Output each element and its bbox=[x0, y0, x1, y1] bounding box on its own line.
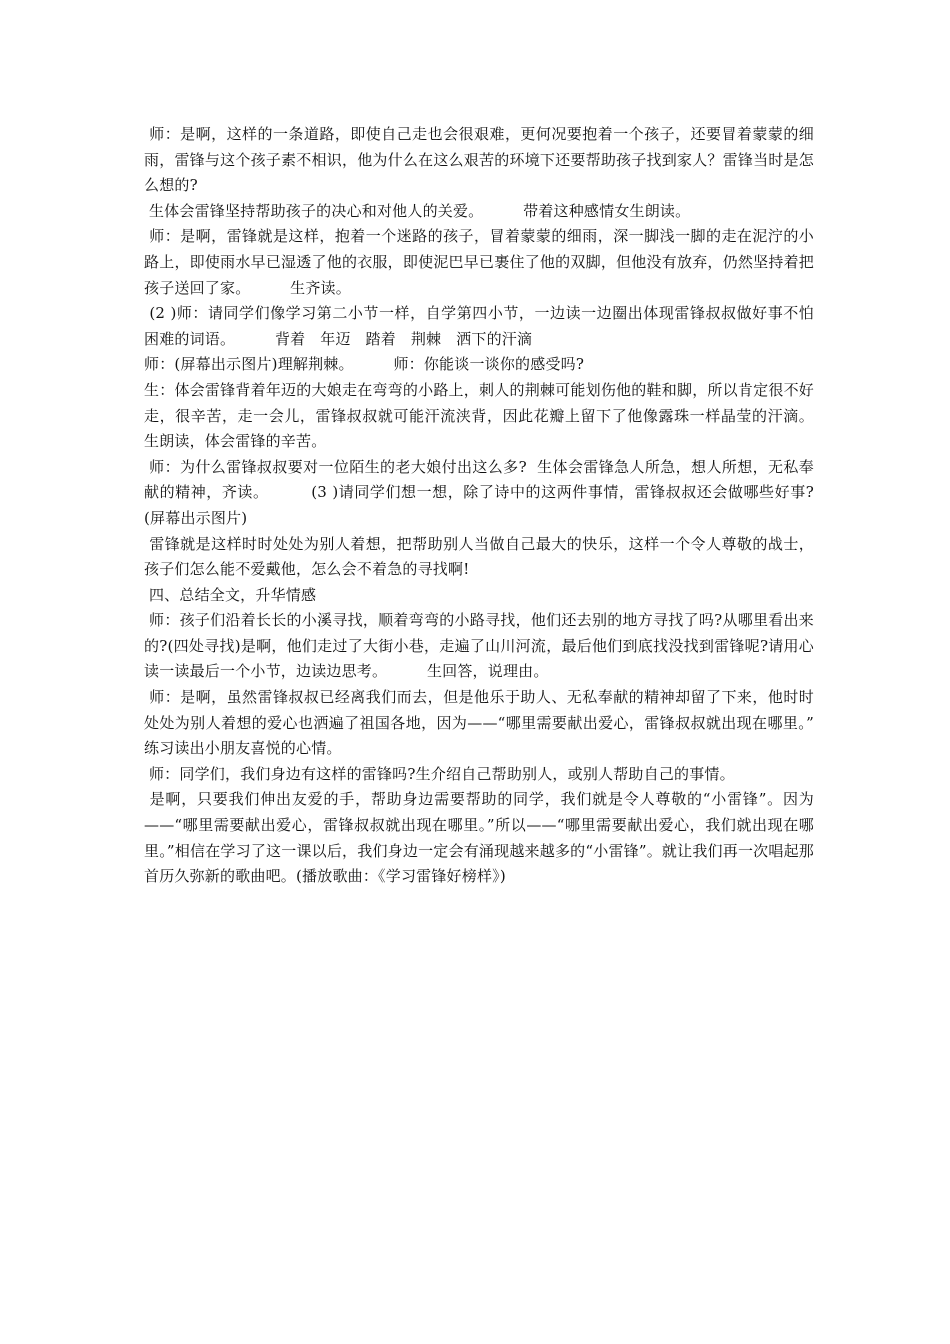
paragraph-spirit-remains: 师：是啊，虽然雷锋叔叔已经离我们而去，但是他乐于助人、无私奉献的精神却留了下来，他时时处处为别人着想的爱心也洒遍了祖国各地，因为——“哪里需要献出爱心，雷锋叔叔就出现在哪里。” 练习读出小朋友喜悦的心情。 bbox=[144, 688, 854, 758]
paragraph-lei-feng-around-us: 师：同学们，我们身边有这样的雷锋吗?生介绍自己帮助别人，或别人帮助自己的事情。 bbox=[144, 764, 735, 783]
paragraph-lei-feng-thinks-of-others: 雷锋就是这样时时处处为别人着想，把帮助别人当做自己最大的快乐，这样一个令人尊敬的战士，孩子们怎么能不爱戴他，怎么会不着急的寻找啊! bbox=[144, 534, 814, 579]
paragraph-understand-thorns: 师：(屏幕出示图片)理解荆棘。 师：你能谈一谈你的感受吗? bbox=[144, 355, 585, 374]
paragraph-why-help-stranger: 师：为什么雷锋叔叔要对一位陌生的老大娘付出这么多? 生体会雷锋急人所急，想人所想，无私奉献的精神，齐读。 (3 )请同学们想一想，除了诗中的这两件事情，雷锋叔叔还会做哪些好事?(屏幕出示图片) bbox=[144, 457, 815, 527]
paragraph-children-searching: 师：孩子们沿着长长的小溪寻找，顺着弯弯的小路寻找，他们还去别的地方寻找了吗?从哪里看出来的?(四处寻找)是啊，他们走过了大街小巷，走遍了山川河流，最后他们到底找没找到雷锋呢?请用心读一读最后一个小节，边读边思考。 生回答，说理由。 bbox=[144, 611, 814, 681]
paragraph-teacher-sent-child-home: 师：是啊，雷锋就是这样，抱着一个迷路的孩子，冒着蒙蒙的细雨，深一脚浅一脚的走在泥泞的小路上，即使雨水早已湿透了他的衣服，即使泥巴早已裹住了他的双脚，但他没有放弃，仍然坚持着把孩子送回了家。 生齐读。 bbox=[144, 227, 814, 297]
document-body bbox=[144, 122, 854, 890]
paragraph-teacher-difficult-road: 师：是啊，这样的一条道路，即使自己走也会很艰难，更何况要抱着一个孩子，还要冒着蒙蒙的细雨，雷锋与这个孩子素不相识，他为什么在这么艰苦的环境下还要帮助孩子找到家人？雷锋当时是怎么想的? bbox=[144, 125, 814, 195]
paragraph-self-study-section-four: (2 )师：请同学们像学习第二小节一样，自学第四小节，一边读一边圈出体现雷锋叔叔做好事不怕困难的词语。 背着 年迈 踏着 荆棘 洒下的汗滴 bbox=[144, 304, 814, 348]
paragraph-little-lei-feng: 是啊，只要我们伸出友爱的手，帮助身边需要帮助的同学，我们就是令人尊敬的“小雷锋”。因为——“哪里需要献出爱心，雷锋叔叔就出现在哪里。”所以——“哪里需要献出爱心，我们就出现在哪里。”相信在学习了这一课以后，我们身边一定会有涌现越来越多的“小雷锋”。就让我们再一次唱起那首历久弥新的歌曲吧。(播放歌曲：《学习雷锋好榜样》) bbox=[144, 790, 814, 886]
paragraph-student-feel-hardship: 生：体会雷锋背着年迈的大娘走在弯弯的小路上，刺人的荆棘可能划伤他的鞋和脚，所以肯定很不好走，很辛苦，走一会儿，雷锋叔叔就可能汗流浃背，因此花瓣上留下了他像露珠一样晶莹的汗滴。 生朗读，体会雷锋的辛苦。 bbox=[144, 380, 854, 451]
section-heading-summary: 四、总结全文，升华情感 bbox=[144, 585, 317, 604]
paragraph-student-feel-determination: 生体会雷锋坚持帮助孩子的决心和对他人的关爱。 带着这种感情女生朗读。 bbox=[144, 201, 691, 220]
